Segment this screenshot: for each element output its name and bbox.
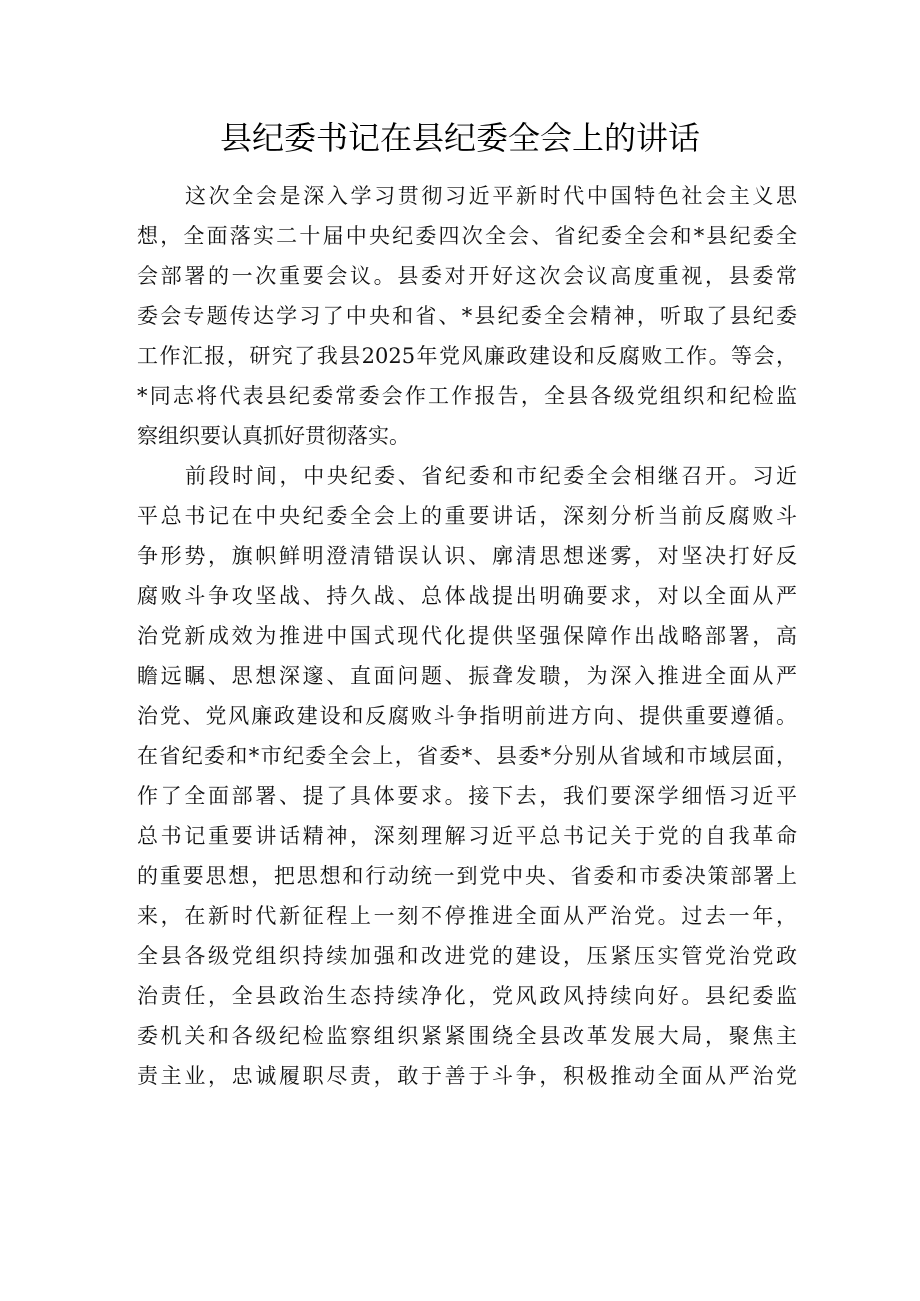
text-line: 全县各级党组织持续加强和改进党的建设，压紧压实管党治党政 <box>137 944 797 968</box>
text-line: 治党新成效为推进中国式现代化提供坚强保障作出战略部署，高 <box>137 624 797 648</box>
text-line: 会部署的一次重要会议。县委对开好这次会议高度重视，县委常 <box>137 264 797 288</box>
paragraph-2 <box>137 456 797 1096</box>
paragraph-1 <box>137 176 797 456</box>
text-line: 作了全面部署、提了具体要求。接下去，我们要深学细悟习近平 <box>137 784 797 808</box>
text-line: 责主业，忠诚履职尽责，敢于善于斗争，积极推动全面从严治党 <box>137 1064 797 1088</box>
text-line: 察组织要认真抓好贯彻落实。 <box>137 424 410 448</box>
document-title: 县纪委书记在县纪委全会上的讲话 <box>219 119 700 157</box>
text-line: 想，全面落实二十届中央纪委四次全会、省纪委全会和*县纪委全 <box>137 224 797 248</box>
text-line: 工作汇报，研究了我县2025年党风廉政建设和反腐败工作。等会， <box>137 344 797 368</box>
text-line: 在省纪委和*市纪委全会上，省委*、县委*分别从省域和市域层面， <box>137 744 797 768</box>
text-line: 腐败斗争攻坚战、持久战、总体战提出明确要求，对以全面从严 <box>137 584 797 608</box>
text-line: 委机关和各级纪检监察组织紧紧围绕全县改革发展大局，聚焦主 <box>137 1024 797 1048</box>
text-line: 这次全会是深入学习贯彻习近平新时代中国特色社会主义思 <box>185 184 797 208</box>
text-line: 平总书记在中央纪委全会上的重要讲话，深刻分析当前反腐败斗 <box>137 504 797 528</box>
text-line: 总书记重要讲话精神，深刻理解习近平总书记关于党的自我革命 <box>137 824 797 848</box>
text-line: 争形势，旗帜鲜明澄清错误认识、廓清思想迷雾，对坚决打好反 <box>137 544 797 568</box>
text-line: 的重要思想，把思想和行动统一到党中央、省委和市委决策部署上 <box>137 864 797 888</box>
text-line: 委会专题传达学习了中央和省、*县纪委全会精神，听取了县纪委 <box>137 304 797 328</box>
text-line: 瞻远瞩、思想深邃、直面问题、振聋发聩，为深入推进全面从严 <box>137 664 797 688</box>
text-line: 治党、党风廉政建设和反腐败斗争指明前进方向、提供重要遵循。 <box>137 704 797 728</box>
document-body <box>137 176 797 1096</box>
text-line: 来，在新时代新征程上一刻不停推进全面从严治党。过去一年， <box>137 904 797 928</box>
text-line: 治责任，全县政治生态持续净化，党风政风持续向好。县纪委监 <box>137 984 797 1008</box>
text-line: *同志将代表县纪委常委会作工作报告，全县各级党组织和纪检监 <box>137 384 797 408</box>
text-line: 前段时间，中央纪委、省纪委和市纪委全会相继召开。习近 <box>185 464 797 488</box>
